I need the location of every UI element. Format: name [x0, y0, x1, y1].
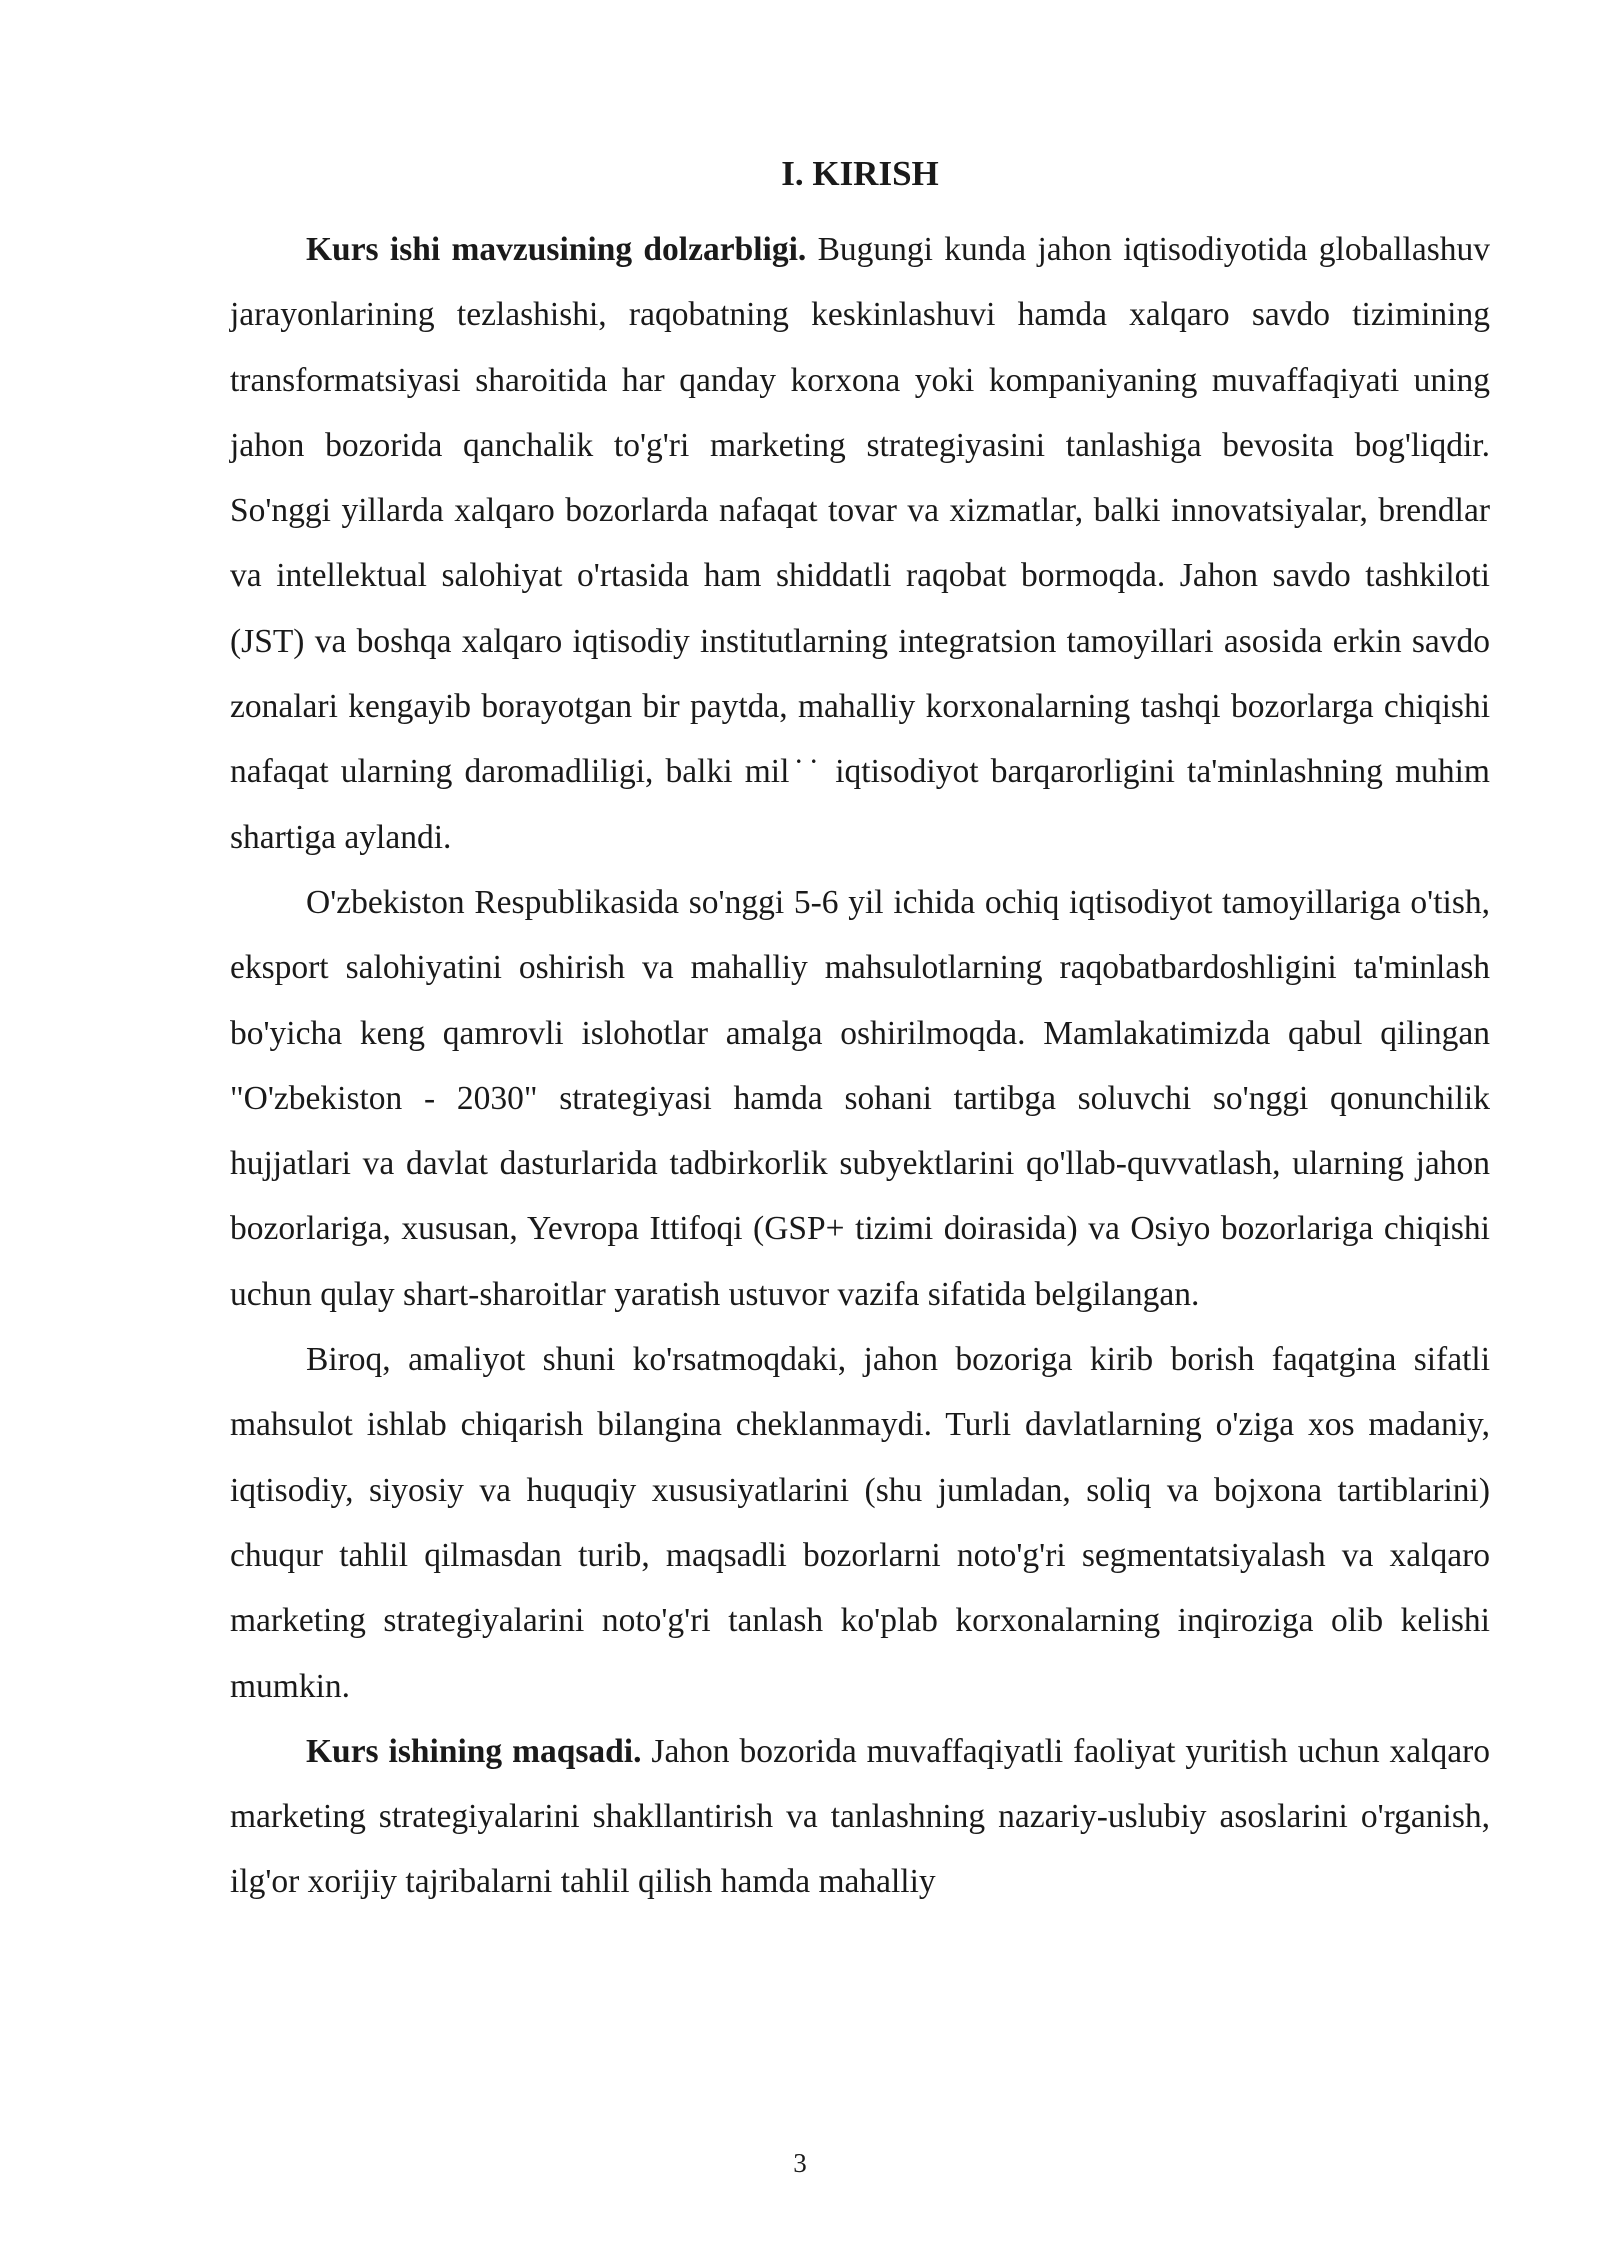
document-page — [230, 152, 1490, 1915]
paragraph-text: Bugungi kunda jahon iqtisodiyotida globallashuv jarayonlarining tezlashishi, raqobatning keskinlashuvi hamda xalqaro savdo tizimining transformatsiyasi sharoitida har qanday korxona yoki kompaniyaning muvaffaqiyati uning jahon bozorida qanchalik to'g'ri marketing strategiyasini tanlashiga bevosita bog'liqdir. So'nggi yillarda xalqaro bozorlarda nafaqat tovar va xizmatlar, balki innovatsiyalar, brendlar va intellektual salohiyat o'rtasida ham shiddatli raqobat bormoqda. Jahon savdo tashkiloti (JST) va boshqa xalqaro iqtisodiy institutlarning integratsion tamoyillari asosida erkin savdo zonalari kengayib borayotgan bir paytda, mahalliy korxonalarning tashqi bozorlarga chiqishi nafaqat ularning daromadliligi, balki mil˙˙ iqtisodiyot barqarorligini ta'minlashning muhim shartiga aylandi. — [230, 231, 1490, 856]
paragraph-text: Jahon bozorida muvaffaqiyatli faoliyat yuritish uchun xalqaro marketing strategiyalarini shakllantirish va tanlashning nazariy-uslubiy asoslarini o'rganish, ilg'or xorijiy tajribalarni tahlil qilish hamda mahalliy — [230, 1732, 1490, 1901]
paragraph-text: O'zbekiston Respublikasida so'nggi 5-6 yil ichida ochiq iqtisodiyot tamoyillariga o'tish, eksport salohiyatini oshirish va mahalliy mahsulotlarning raqobatbardoshligini ta'minlash bo'yicha keng qamrovli islohotlar amalga oshirilmoqda. Mamlakatimizda qabul qilingan "O'zbekiston - 2030" strategiyasi hamda sohani tartibga soluvchi so'nggi qonunchilik hujjatlari va davlat dasturlarida tadbirkorlik subyektlarini qo'llab-quvvatlash, ularning jahon bozorlariga, xususan, Yevropa Ittifoqi (GSP+ tizimi doirasida) va Osiyo bozorlariga chiqishi uchun qulay shart-sharoitlar yaratish ustuvor vazifa sifatida belgilangan. — [230, 883, 1490, 1313]
paragraph-lead: Kurs ishining maqsadi. — [306, 1732, 642, 1770]
paragraph-text: Biroq, amaliyot shuni ko'rsatmoqdaki, jahon bozoriga kirib borish faqatgina sifatli mahsulot ishlab chiqarish bilangina cheklanmaydi. Turli davlatlarning o'ziga xos madaniy, iqtisodiy, siyosiy va huquqiy xususiyatlarini (shu jumladan, soliq va bojxona tartiblarini) chuqur tahlil qilmasdan turib, maqsadli bozorlarni noto'g'ri segmentatsiyalash va xalqaro marketing strategiyalarini noto'g'ri tanlash ko'plab korxonalarning inqiroziga olib kelishi mumkin. — [230, 1341, 1490, 1705]
page-number: 3 — [793, 2148, 807, 2178]
paragraph-uzbekistan-reforms — [230, 870, 1490, 1327]
paragraph-goal — [230, 1719, 1490, 1915]
paragraph-lead: Kurs ishi mavzusining dolzarbligi. — [306, 231, 807, 268]
paragraph-practice — [230, 1327, 1490, 1719]
section-heading: I. KIRISH — [781, 154, 939, 193]
paragraph-relevance — [230, 217, 1490, 870]
